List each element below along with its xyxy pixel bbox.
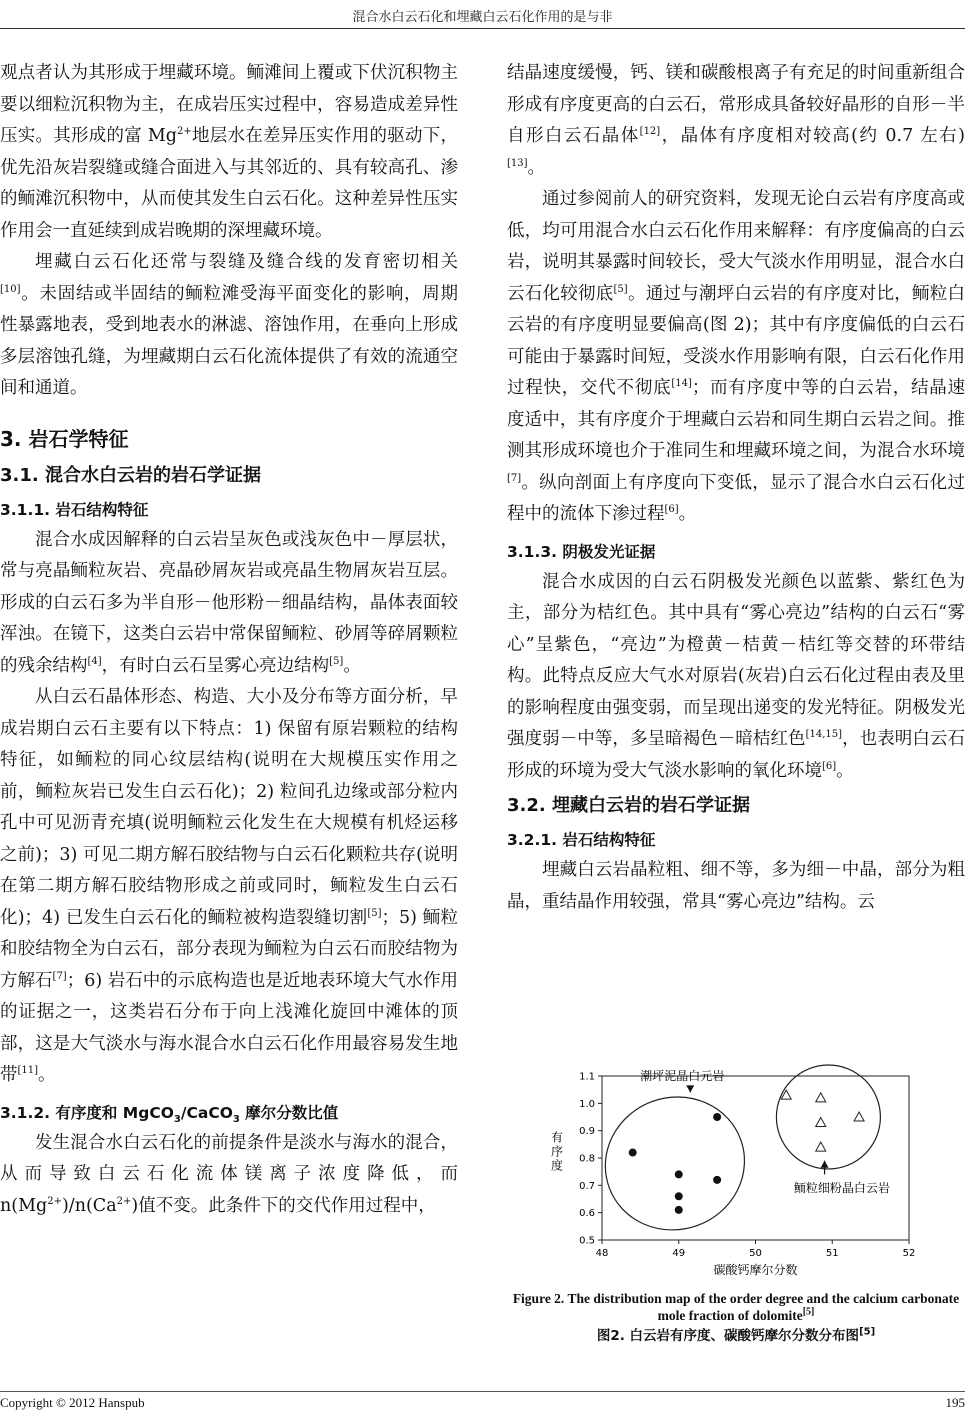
data-point bbox=[675, 1206, 683, 1214]
scatter-chart bbox=[507, 1060, 965, 1290]
page-number: 195 bbox=[945, 1395, 965, 1410]
paragraph: 观点者认为其形成于埋藏环境。鲕滩间上覆或下伏沉积物主要以细粒沉积物为主，在成岩压实过程中，容易造成差异性压实。其形成的富 $Mg^{2+}$地层水在差异压实作用的驱动下，优先沿灰岩裂缝或缝合面进入与其邻近的、具有较高孔、渗的鲕滩沉积物中，从而使其发生白云石化。这种差异性压实作用会一直延续到成岩晚期的深埋藏环境。 bbox=[0, 63, 459, 241]
paragraph: 混合水成因的白云石阴极发光颜色以蓝紫、紫红色为主，部分为桔红色。其中具有“雾心亮边”结构的白云石“雾心”呈紫色，“亮边”为橙黄－桔黄－桔红等交替的环带结构。此特点反应大气水对原岩(灰岩)白云石化过程由表及里的影响程度由强变弱，而呈现出递变的发光特征。阴极发光强度弱－中等，多呈暗褐色－暗桔红色[14,15]，也表明白云石形成的环境为受大气淡水影响的氧化环境[6]。 bbox=[507, 571, 965, 781]
running-header: 混合水白云石化和埋藏白云石化作用的是与非 bbox=[352, 10, 613, 25]
data-point bbox=[713, 1176, 721, 1184]
y-axis-label: 有序度 bbox=[550, 1130, 564, 1173]
x-tick-label: 49 bbox=[672, 1248, 686, 1259]
chart-marks bbox=[587, 1065, 881, 1249]
left-column bbox=[0, 58, 458, 1222]
y-tick-label: 0.5 bbox=[579, 1235, 595, 1247]
y-tick-label: 0.8 bbox=[579, 1153, 595, 1165]
data-point bbox=[816, 1093, 826, 1102]
header-rule bbox=[0, 28, 965, 29]
annotation-oolitic: 鲕粒细粉晶白云岩 bbox=[793, 1180, 890, 1195]
copyright: Copyright © 2012 Hanspub bbox=[0, 1395, 145, 1410]
footer-rule bbox=[0, 1391, 965, 1392]
x-tick-label: 48 bbox=[595, 1248, 609, 1259]
plot-frame bbox=[602, 1076, 909, 1240]
annotation-arrowhead bbox=[821, 1161, 829, 1168]
x-axis-label: 碳酸钙摩尔分数 bbox=[713, 1263, 798, 1277]
chart-axes bbox=[602, 1076, 909, 1240]
data-point bbox=[629, 1149, 637, 1157]
subsubsection-heading: 3.1.1. 岩石结构特征 bbox=[0, 500, 149, 519]
data-point bbox=[816, 1142, 826, 1151]
paragraph: 混合水成因解释的白云岩呈灰色或浅灰色中－厚层状，常与亮晶鲕粒灰岩、亮晶砂屑灰岩或亮晶生物屑灰岩互层。形成的白云石多为半自形－他形粉－细晶结构，晶体表面较浑浊。在镜下，这类白云岩中常保留鲕粒、砂屑等碎屑颗粒的残余结构[4]，有时白云石呈雾心亮边结构[5]。 bbox=[0, 529, 458, 676]
subsubsection-heading: 3.2.1. 岩石结构特征 bbox=[507, 831, 656, 849]
x-tick-label: 51 bbox=[825, 1248, 839, 1259]
paragraph: 从白云石晶体形态、构造、大小及分布等方面分析，早成岩期白云石主要有以下特点：1) 保留有原岩颗粒的结构特征，如鲕粒的同心纹层结构(说明在大规模压实作用之前，鲕粒灰岩已发生白云石化)；2) 粒间孔边缘或部分粒内孔中可见沥青充填(说明鲕粒云化发生在大规模有机烃运移之前)；3) 可见二期方解石胶结物与白云石化颗粒共存(说明在第二期方解石胶结物形成之前或同时，鲕粒发生白云石化)；4) 已发生白云石化的鲕粒被构造裂缝切割[5]；5) 鲕粒和胶结物全为白云石，部分表现为鲕粒为白云石而胶结物为方解石[7]；6) 岩石中的示底构造也是近地表环境大气水作用的证据之一，这类岩石分布于向上浅滩化旋回中滩体的顶部，这是大气淡水与海水混合水白云石化作用最容易发生地带[11]。 bbox=[0, 687, 458, 1085]
annotation-tidal-flat: 潮坪泥晶白元岩 bbox=[640, 1069, 725, 1083]
right-column bbox=[507, 58, 965, 918]
y-tick-label: 0.7 bbox=[579, 1180, 595, 1192]
data-point bbox=[854, 1112, 864, 1121]
chart-ticks bbox=[579, 1072, 915, 1260]
x-tick-label: 52 bbox=[902, 1248, 916, 1259]
paragraph: 通过参阅前人的研究资料，发现无论白云岩有序度高或低，均可用混合水白云石化作用来解释：有序度偏高的白云岩，说明其暴露时间较长，受大气淡水作用明显，混合水白云石化较彻底[5]。通过与潮坪白云岩的有序度对比，鲕粒白云岩的有序度明显要偏高(图 2)；其中有序度偏低的白云石可能由于暴露时间短，受淡水作用影响有限，白云石化作用过程快，交代不彻底[14]；而有序度中等的白云岩，结晶速度适中，其有序度介于埋藏白云岩和同生期白云岩之间。推测其形成环境也介于准同生和埋藏环境之间，为混合水环境[7]。纵向剖面上有序度向下变低，显示了混合水白云石化过程中的流体下渗过程[6]。 bbox=[507, 189, 965, 524]
subsubsection-heading: 3.1.3. 阴极发光证据 bbox=[507, 542, 656, 561]
group-outline-oolitic bbox=[776, 1065, 880, 1169]
paragraph: 发生混合水白云石化的前提条件是淡水与海水的混合，从而导致白云石化流体镁离子浓度降低，而 $n(Mg^{2+})/n(Ca^{2+})$值不变。此条件下的交代作用过程中， bbox=[0, 1132, 458, 1216]
y-tick-label: 0.6 bbox=[579, 1208, 595, 1220]
paragraph: 结晶速度缓慢，钙、镁和碳酸根离子有充足的时间重新组合形成有序度更高的白云石，常形成具备较好晶形的自形－半自形白云石晶体[12]，晶体有序度相对较高(约 0.7 左右)[13]。 bbox=[507, 63, 965, 178]
section-heading: 3. 岩石学特征 bbox=[0, 426, 129, 451]
figure-caption-en: Figure 2. The distribution map of the order degree and the calcium carbonate mole fraction of dolomite[5] bbox=[512, 1291, 960, 1323]
figure-caption-zh: 图2. 白云岩有序度、碳酸钙摩尔分数分布图[5] bbox=[596, 1326, 876, 1344]
y-tick-label: 0.9 bbox=[579, 1126, 595, 1138]
paragraph: 埋藏白云石化还常与裂缝及缝合线的发育密切相关[10]。未固结或半固结的鲕粒滩受海平面变化的影响，周期性暴露地表，受到地表水的淋滤、溶蚀作用，在垂向上形成多层溶蚀孔缝，为埋藏期白云石化流体提供了有效的流通空间和通道。 bbox=[0, 252, 458, 398]
data-point bbox=[713, 1113, 721, 1121]
x-tick-label: 50 bbox=[749, 1248, 762, 1259]
subsubsection-heading: 3.1.2. 有序度和 MgCO$_3$/CaCO$_3$ 摩尔分数比值 bbox=[0, 1103, 339, 1125]
y-tick-label: 1.0 bbox=[579, 1098, 595, 1110]
annotation-arrowhead bbox=[686, 1085, 694, 1092]
subsection-heading: 3.1. 混合水白云岩的岩石学证据 bbox=[0, 464, 261, 486]
subsection-heading: 3.2. 埋藏白云岩的岩石学证据 bbox=[507, 795, 750, 816]
paragraph: 埋藏白云岩晶粒粗、细不等，多为细－中晶，部分为粗晶，重结晶作用较强，常具“雾心亮边”结构。云 bbox=[507, 860, 965, 912]
data-point bbox=[816, 1117, 826, 1126]
data-point bbox=[675, 1170, 683, 1178]
data-point bbox=[675, 1192, 683, 1200]
group-outline-tidal-flat bbox=[587, 1078, 764, 1250]
y-tick-label: 1.1 bbox=[579, 1071, 595, 1083]
